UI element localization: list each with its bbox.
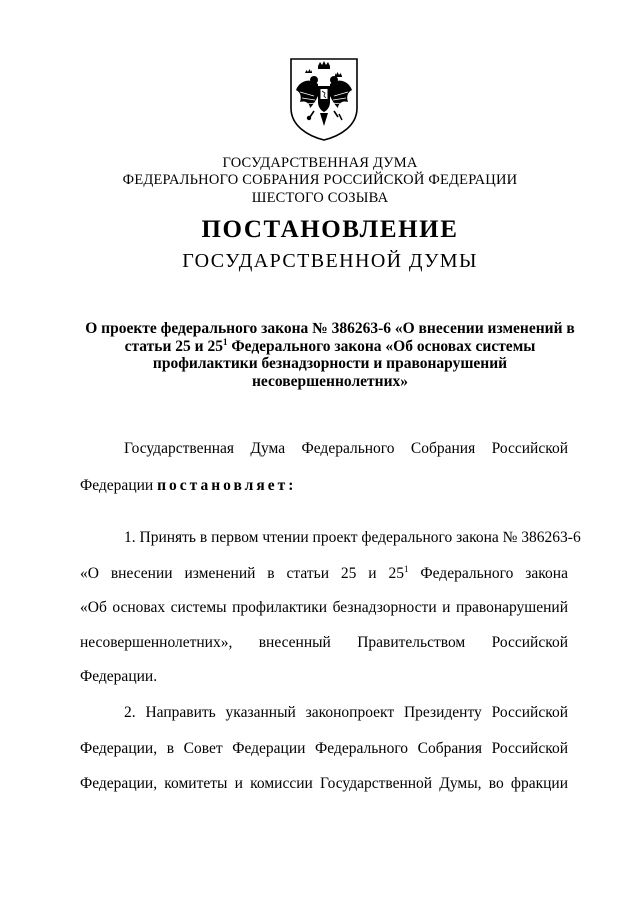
subject-line: профилактики безнадзорности и правонарушений [152, 355, 508, 372]
org-line-federal-assembly: ФЕДЕРАЛЬНОГО СОБРАНИЯ РОССИЙСКОЙ ФЕДЕРАЦИИ [122, 172, 518, 188]
subject-line: статьи 25 и $25^1$ Федерального закона «Об основах системы [124, 336, 536, 355]
document-type-title: ПОСТАНОВЛЕНИЕ [201, 216, 459, 243]
coat-of-arms-icon [288, 56, 360, 142]
subject-line: несовершеннолетних» [251, 372, 409, 390]
item2-line: Федерации, комитеты и комиссии Государственной Думы, во фракции [80, 775, 568, 792]
preamble-line: Государственная Дума Федерального Собрания Российской [124, 440, 568, 457]
document-issuer-subtitle: ГОСУДАРСТВЕННОЙ ДУМЫ [182, 250, 478, 272]
item2-line: 2. Направить указанный законопроект Президенту Российской [124, 704, 568, 721]
item2-line: Федерации, в Совет Федерации Федерального Собрания Российской [80, 740, 568, 757]
subject-line: О проекте федерального закона № 386263-6 «О внесении изменений в [85, 320, 575, 337]
item1-line: Федерации. [80, 668, 158, 685]
resolves-keyword: постановляет: [157, 477, 297, 494]
org-line-convocation: ШЕСТОГО СОЗЫВА [251, 190, 389, 206]
item1-line: несовершеннолетних», внесенный Правительством Российской [80, 634, 568, 651]
org-line-duma: ГОСУДАРСТВЕННАЯ ДУМА [222, 155, 418, 171]
item1-line: 1. Принять в первом чтении проект федерального закона № 386263-6 [124, 529, 581, 546]
document-subject [70, 320, 590, 390]
preamble-line: Федерации постановляет: [80, 477, 297, 494]
item1-line: «О внесении изменений в статьи 25 и $25^1$ Федерального закона [80, 564, 568, 582]
item1-line: «Об основах системы профилактики безнадзорности и правонарушений [80, 599, 568, 616]
